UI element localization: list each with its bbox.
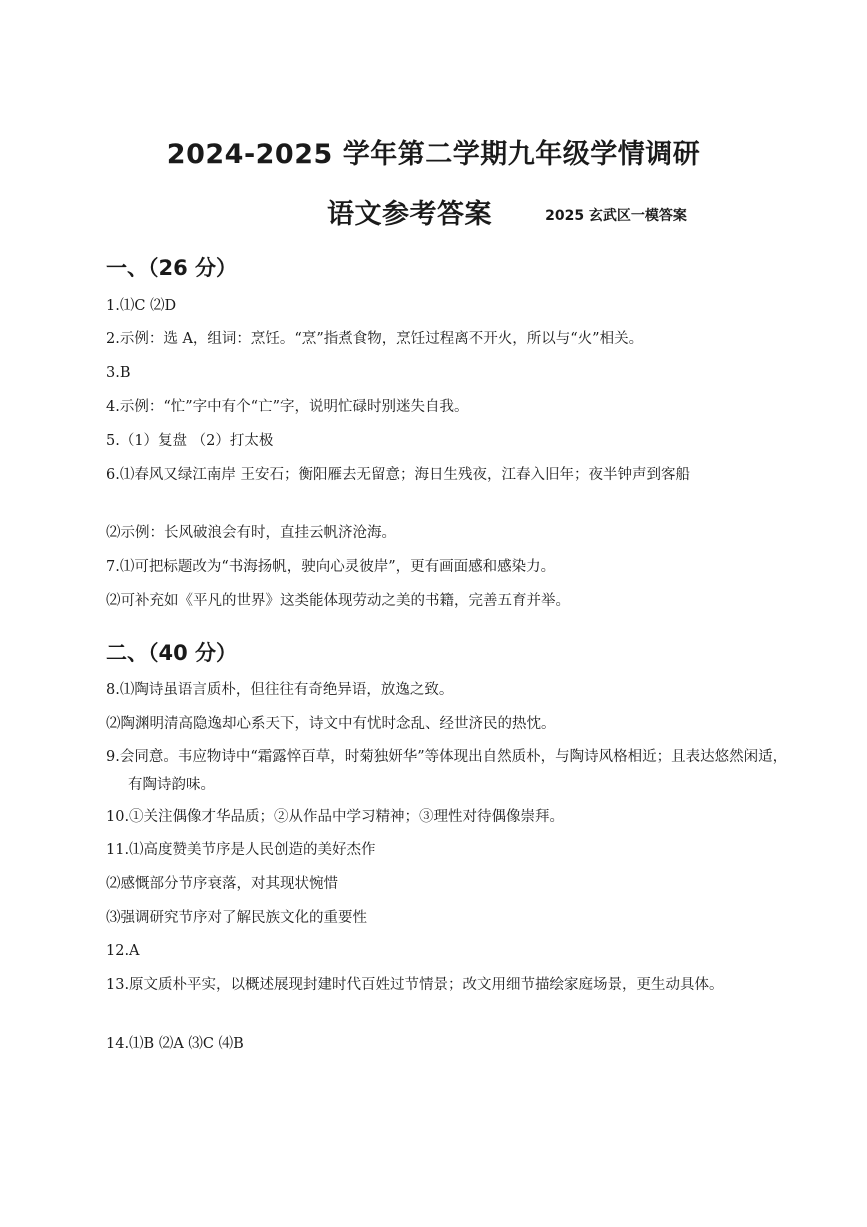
answer-item: 9.会同意。韦应物诗中“霜露悴百草，时菊独妍华”等体现出自然质朴，与陶诗风格相近；且表达悠然闲适，有陶诗韵味。 [106, 749, 788, 793]
answer-item: 4.示例：“忙”字中有个“亡”字，说明忙碌时别迷失自我。 [106, 399, 469, 415]
document-subtitle: 语文参考答案 [327, 199, 492, 230]
answer-item: 2.示例：选 A，组词：烹饪。“烹”指煮食物，烹饪过程离不开火，所以与“火”相关。 [106, 331, 644, 347]
answer-item: 14.⑴B ⑵A ⑶C ⑷B [106, 1036, 244, 1052]
answer-item: 8.⑴陶诗虽语言质朴，但往往有奇绝异语，放逸之致。 [106, 682, 454, 698]
answer-item: 6.⑴春风又绿江南岸 王安石；衡阳雁去无留意；海日生残夜，江春入旧年；夜半钟声到客船 [106, 467, 690, 483]
source-note: 2025 玄武区一模答案 [545, 208, 687, 224]
subtitle-row [327, 192, 687, 231]
answer-item: 13.原文质朴平实，以概述展现封建时代百姓过节情景；改文用细节描绘家庭场景，更生动具体。 [106, 977, 724, 993]
answer-item: 10.①关注偶像才华品质；②从作品中学习精神；③理性对待偶像崇拜。 [106, 809, 565, 825]
answer-item: ⑵感慨部分节序衰落，对其现状惋惜 [106, 876, 338, 892]
answer-item: ⑵陶渊明清高隐逸却心系天下，诗文中有忧时念乱、经世济民的热忱。 [106, 716, 556, 732]
section-heading-1: 一、（26 分） [106, 256, 238, 280]
answer-item: ⑶强调研究节序对了解民族文化的重要性 [106, 910, 367, 926]
answer-item: 7.⑴可把标题改为“书海扬帆，驶向心灵彼岸”，更有画面感和感染力。 [106, 559, 556, 575]
document-title: 2024-2025 学年第二学期九年级学情调研 [166, 139, 701, 170]
answer-item: 11.⑴高度赞美节序是人民创造的美好杰作 [106, 842, 376, 858]
answer-item: 3.B [106, 365, 131, 381]
answer-item: 5.（1）复盘 （2）打太极 [106, 433, 274, 449]
answer-item: ⑵可补充如《平凡的世界》这类能体现劳动之美的书籍，完善五育并举。 [106, 593, 570, 609]
answer-item: 12.A [106, 943, 140, 959]
section-heading-2: 二、（40 分） [106, 641, 238, 665]
answer-item: ⑵示例：长风破浪会有时，直挂云帆济沧海。 [106, 525, 396, 541]
answer-item: 1.⑴C ⑵D [106, 298, 177, 314]
